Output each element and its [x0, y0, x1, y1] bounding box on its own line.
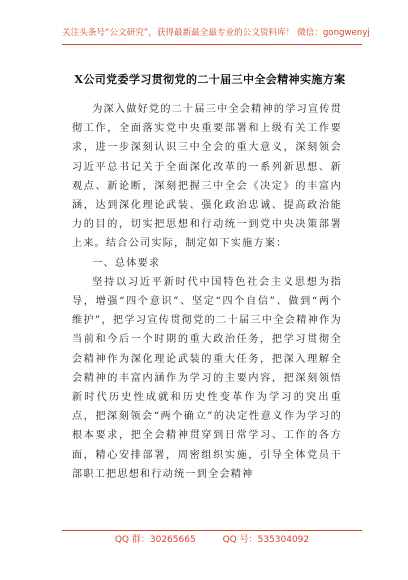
document-title: X公司党委学习贯彻党的二十届三中全会精神实施方案: [74, 73, 346, 86]
footer-contact: [62, 534, 362, 546]
footer-qq-group: QQ 群：30265665: [114, 535, 196, 545]
section-heading-overall-requirements: 一、总体要求: [92, 257, 161, 269]
intro-paragraph: 为深入做好党的二十届三中全会精神的学习宣传贯彻工作，全面落实党中央重要部署和上级有关工作要求，进一步深刻认识三中全会的重大意义，深刻领会习近平总书记关于全面深化改革的一系列新思想、新观点、新论断，深刻把握三中全会《决定》的丰富内涵，达到深化理论武装、强化政治忠诚、提高政治能力的目的，切实把思想和行动统一到党中央决策部署上来。结合公司实际，制定如下实施方案：: [72, 104, 342, 250]
header-divider: [62, 44, 362, 45]
document-body: [72, 100, 342, 484]
footer-qq-number: QQ 号：535304092: [222, 535, 310, 545]
header-promo-text: 关注头条号“公文研究”，获得最新最全最专业的公文资料库！ 微信：gongwenyj: [62, 28, 370, 38]
section-paragraph-overall-requirements: 坚持以习近平新时代中国特色社会主义思想为指导，增强“四个意识”、坚定“四个自信”、做到“两个维护”，把学习宣传贯彻党的二十届三中全会精神作为当前和今后一个时期的重大政治任务，把学习贯彻全会精神作为深化理论武装的重大任务，把深入理解全会精神的丰富内涵作为学习的主要内容，把深刻领悟新时代历史性成就和历史性变革作为学习的突出重点，把深刻领会“两个确立”的决定性意义作为学习的根本要求，把全会精神贯穿到日常学习、工作的各方面，精心安排部署，周密组织实施，引导全体党员干部职工把思想和行动统一到全会精神: [72, 276, 342, 480]
footer-divider: [62, 530, 362, 531]
